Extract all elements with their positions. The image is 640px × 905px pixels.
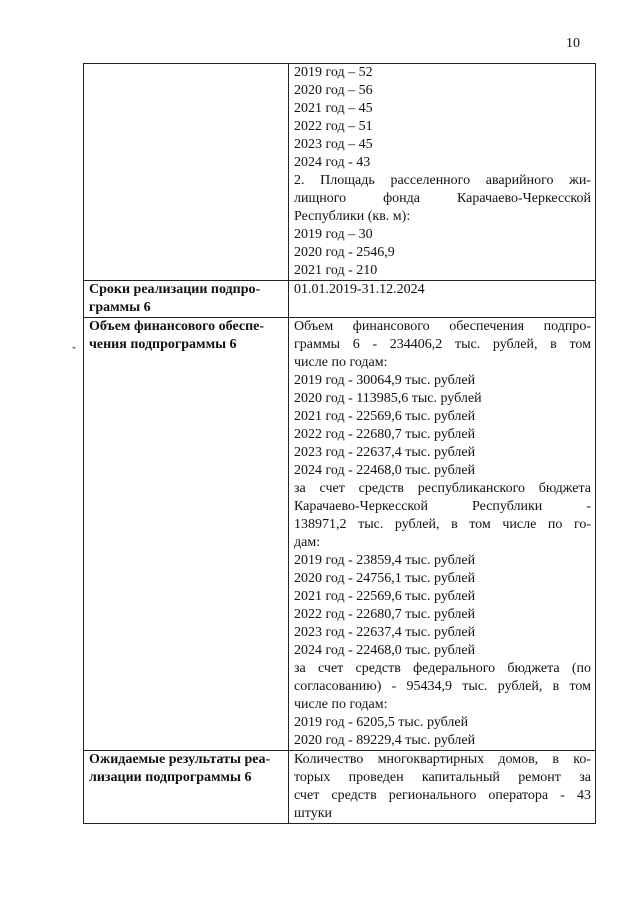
value-line: 2021 год - 210 xyxy=(294,263,378,278)
value-line: 2022 год - 22680,7 тыс. рублей xyxy=(294,427,476,442)
value-line: лищного фонда Карачаево-Черкесской xyxy=(294,191,591,206)
value-line: 2020 год - 89229,4 тыс. рублей xyxy=(294,733,476,748)
value-line: 01.01.2019-31.12.2024 xyxy=(294,282,425,297)
value-line: Карачаево-Черкесской Республики - xyxy=(294,499,591,514)
value-line: 2019 год – 30 xyxy=(294,227,373,242)
value-line: 2024 год - 22468,0 тыс. рублей xyxy=(294,463,476,478)
value-line: 2022 год - 22680,7 тыс. рублей xyxy=(294,607,476,622)
row-value xyxy=(289,64,596,281)
value-line: 2021 год – 45 xyxy=(294,101,373,116)
value-line: числе по годам: xyxy=(294,697,388,712)
value-line: счет средств регионального оператора - 43 xyxy=(294,788,591,803)
value-line: числе по годам: xyxy=(294,355,388,370)
value-line: Количество многоквартирных домов, в ко- xyxy=(294,752,591,767)
row-value xyxy=(289,751,596,824)
passport-table xyxy=(83,63,596,824)
row-label-line: Сроки реализации подпро- xyxy=(89,282,261,297)
value-line: 2019 год - 30064,9 тыс. рублей xyxy=(294,373,476,388)
value-line: 2021 год - 22569,6 тыс. рублей xyxy=(294,409,476,424)
value-line: 2024 год - 43 xyxy=(294,155,371,170)
value-line: торых проведен капитальный ремонт за xyxy=(294,770,591,785)
value-line: 2. Площадь расселенного аварийного жи- xyxy=(294,173,591,188)
value-line: Республики (кв. м): xyxy=(294,209,411,224)
margin-mark: ˇ xyxy=(72,344,76,358)
table-row xyxy=(84,318,596,751)
value-line: 2019 год – 52 xyxy=(294,65,373,80)
row-value xyxy=(289,281,596,318)
row-label-line: Объем финансового обеспе- xyxy=(89,319,265,334)
row-value xyxy=(289,318,596,751)
row-label xyxy=(84,751,289,824)
value-line: 2020 год - 2546,9 xyxy=(294,245,395,260)
value-line: Объем финансового обеспечения подпро- xyxy=(294,319,591,334)
row-label xyxy=(84,318,289,751)
row-label-line: чения подпрограммы 6 xyxy=(89,337,237,352)
value-line: 2019 год - 6205,5 тыс. рублей xyxy=(294,715,469,730)
table-row xyxy=(84,751,596,824)
value-line: 2021 год - 22569,6 тыс. рублей xyxy=(294,589,476,604)
page-number: 10 xyxy=(566,36,580,51)
value-line: 2020 год - 24756,1 тыс. рублей xyxy=(294,571,476,586)
value-line: за счет средств республиканского бюджета xyxy=(294,481,591,496)
value-line: 2022 год – 51 xyxy=(294,119,373,134)
value-line: 2019 год - 23859,4 тыс. рублей xyxy=(294,553,476,568)
value-line: 138971,2 тыс. рублей, в том числе по го- xyxy=(294,517,591,532)
row-label xyxy=(84,281,289,318)
value-line: дам: xyxy=(294,535,321,550)
row-label-line: лизации подпрограммы 6 xyxy=(89,770,252,785)
value-line: согласованию) - 95434,9 тыс. рублей, в том xyxy=(294,679,591,694)
value-line: 2023 год - 22637,4 тыс. рублей xyxy=(294,625,476,640)
row-label-line: граммы 6 xyxy=(89,300,151,315)
value-line: 2023 год – 45 xyxy=(294,137,373,152)
value-line: 2020 год – 56 xyxy=(294,83,373,98)
value-line: 2024 год - 22468,0 тыс. рублей xyxy=(294,643,476,658)
row-label-line: Ожидаемые результаты реа- xyxy=(89,752,271,767)
table-row xyxy=(84,281,596,318)
row-label xyxy=(84,64,289,281)
value-line: 2020 год - 113985,6 тыс. рублей xyxy=(294,391,482,406)
table-row xyxy=(84,64,596,281)
value-line: за счет средств федерального бюджета (по xyxy=(294,661,591,676)
value-line: граммы 6 - 234406,2 тыс. рублей, в том xyxy=(294,337,591,352)
value-line: 2023 год - 22637,4 тыс. рублей xyxy=(294,445,476,460)
value-line: штуки xyxy=(294,806,333,821)
